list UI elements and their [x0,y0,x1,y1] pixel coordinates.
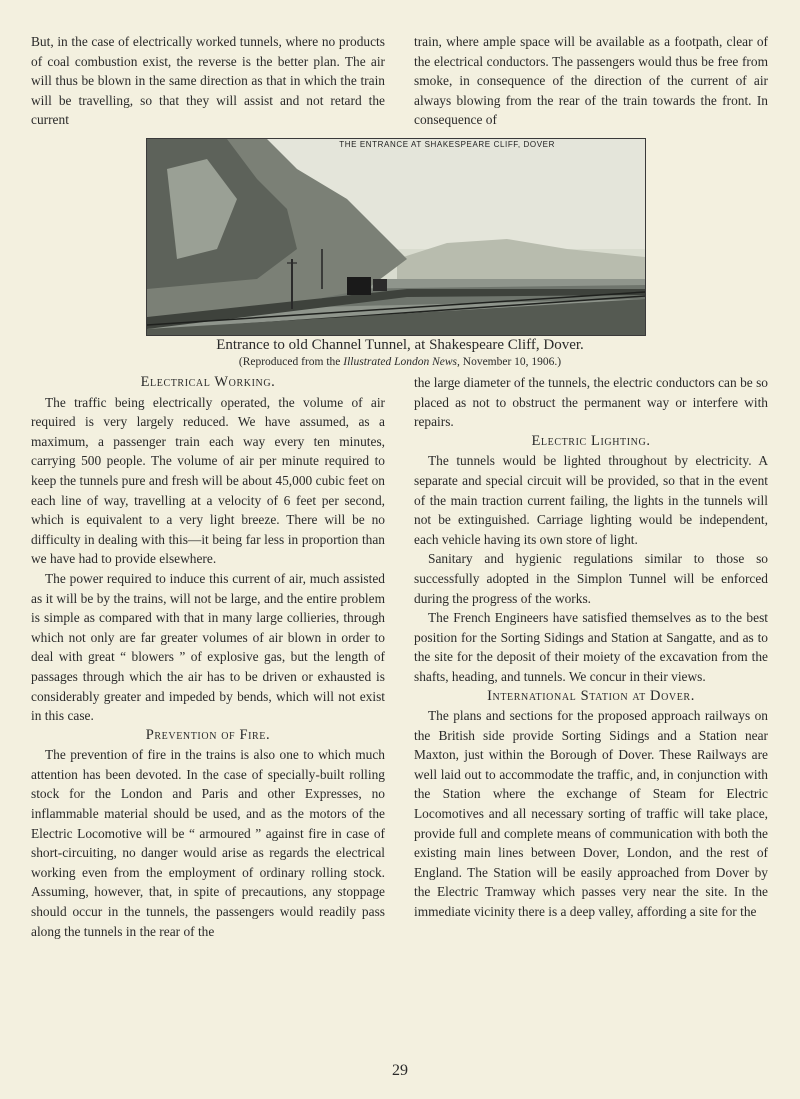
cliff-engraving-illustration [147,139,645,335]
top-left-paragraph: But, in the case of electrically worked tunnels, where no products of coal combustion exist, the reverse is the better plan. The air will thus be blown in the same direction as that in which the train will be travelling, so that they will assist and not retard the current [31,34,385,128]
left-column [31,373,385,941]
paragraph-dover-station: The plans and sections for the proposed approach railways on the British side provide Sorting Sidings and a Station near Maxton, just within the Borough of Dover. These Railways are well laid out to accommodate the traffic, and, in conjunction with the Station where the exchange of Steam for Electric Locomotives and all necessary sorting of traffic will take place, provide full and complete means of communication with both the existing main lines between Dover, London, and the rest of England. The Station will be easily approached from Dover by the Electric Tramway which passes very near the site. In the immediate vicinity there is a deep valley, affording a site for the [414,708,768,920]
cliff-engraving-figure [146,138,646,336]
heading-international-station: International Station at Dover. [487,687,695,704]
paragraph-air-volume: The traffic being electrically operated, the volume of air required is very largely reduced. We have assumed, as a maximum, a passenger train each way every ten minutes, carrying 500 people. The volume of air per minute required to keep the tunnels pure and fresh will be about 45,000 cubic feet on each line of way, travelling at a velocity of 6 feet per second, which is equivalent to a very light breeze. There will be no difficulty in dealing with this—it being far less in proportion than we have had to provide elsewhere. [31,394,385,567]
top-left-column [31,32,385,130]
top-right-column [414,32,768,130]
heading-prevention-of-fire: Prevention of Fire. [145,726,271,743]
top-right-paragraph: train, where ample space will be available as a footpath, clear of the electrical conductors. The passengers would thus be free from smoke, in consequence of the direction of the current of air always blowing from the rear of the train towards the front. In consequence of [414,34,768,128]
paragraph-power-required: The power required to induce this current of air, much assisted as it will be by the trains, will not be large, and the entire problem is simple as compared with that in many large collieries, through which not only are far greater volumes of air blown in order to deal with great “ blowers ” of explosive gas, but the length of passages through which the air has to be driven or exhausted is considerably greater and impeded by bends, which will not exist in this case. [31,570,385,724]
paragraph-sanitary: Sanitary and hygienic regulations similar to those so successfully adopted in the Simplon Tunnel will be enforced during the progress of the works. [414,551,768,606]
paragraph-french-engineers: The French Engineers have satisfied themselves as to the best position for the Sorting Sidings and Station at Sangatte, and as to the site for the deposit of their moiety of the excavation from the shafts, heading, and tunnels. We concur in their views. [414,610,768,684]
paragraph-fire-prevention: The prevention of fire in the trains is also one to which much attention has been devoted. In the case of specially-built rolling stock for the London and Paris and other Expresses, no inflammable material should be used, and as the motors of the Electric Locomotive will be “ armoured ” against fire in case of short-circuiting, no danger would arise as regards the electrical working even from the employment of ordinary rolling stock. Assuming, however, that, in spite of precautions, any stoppage should occur in the tunnels, the passengers would readily pass along the tunnels in the rear of the [31,747,385,939]
figure-caption: Entrance to old Channel Tunnel, at Shakespeare Cliff, Dover. [216,337,584,353]
heading-electric-lighting: Electric Lighting. [531,432,651,449]
credit-suffix: November 10, 1906.) [459,356,562,368]
credit-prefix: (Reproduced from the [238,356,344,368]
paragraph-conductors: the large diameter of the tunnels, the electric conductors can be so placed as not to obstruct the permanent way or interfere with repairs. [414,375,768,430]
figure-inner-title: THE ENTRANCE AT SHAKESPEARE CLIFF, DOVER [339,140,555,149]
credit-source: Illustrated London News, [343,356,460,368]
figure-credit [60,354,740,370]
paragraph-lighting: The tunnels would be lighted throughout by electricity. A separate and special circuit will be provided, so that in the event of the main traction current failing, the lights in the tunnels will not be extinguished. Carriage lighting would be independent, each vehicle having its own store of light. [414,453,768,547]
heading-electrical-working: Electrical Working. [140,374,276,390]
page-number: 29 [392,1062,408,1079]
right-column [414,373,768,922]
